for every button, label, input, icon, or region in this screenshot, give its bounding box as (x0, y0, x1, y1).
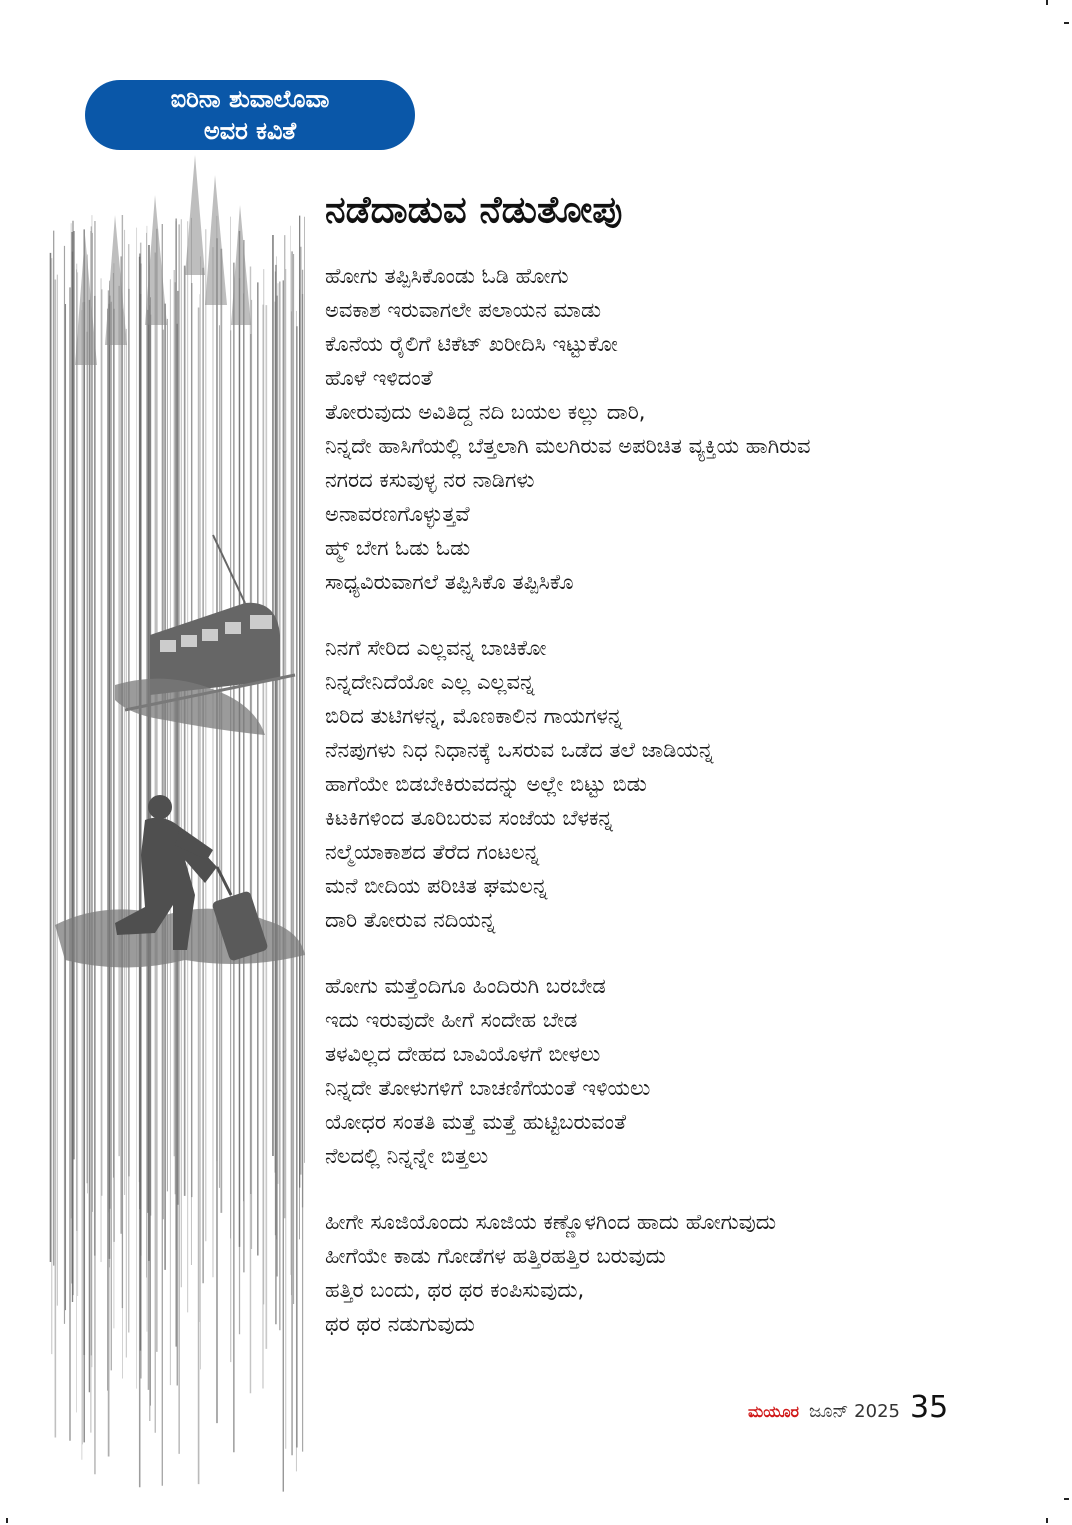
poem-line: ಮನೆ ಬೀದಿಯ ಪರಿಚಿತ ಘಮಲನ್ನ (325, 874, 548, 898)
issue-date: ಜೂನ್ 2025 (809, 1401, 900, 1422)
poem-line: ಇದು ಇರುವುದೇ ಹೀಗೆ ಸಂದೇಹ ಬೇಡ (325, 1008, 578, 1032)
poem-line: ಹೋಗು ತಪ್ಪಿಸಿಕೊಂಡು ಓಡಿ ಹೋಗು (325, 264, 569, 288)
poem-line: ತಳವಿಲ್ಲದ ದೇಹದ ಬಾವಿಯೊಳಗೆ ಬೀಳಲು (325, 1042, 601, 1066)
poem-line: ನೆಲದಲ್ಲಿ ನಿನ್ನನ್ನೇ ಬಿತ್ತಲು (325, 1144, 489, 1168)
poem-line: ನೆನಪುಗಳು ನಿಧ ನಿಧಾನಕ್ಕೆ ಒಸರುವ ಒಡೆದ ತಲೆ ಜಾಡಿಯನ್ನ (325, 738, 714, 762)
poem-line: ಹೊಳೆ ಇಳಿದಂತೆ (325, 366, 433, 390)
author-badge (85, 80, 415, 150)
poem-line: ಸಾಧ್ಯವಿರುವಾಗಲೆ ತಪ್ಪಿಸಿಕೊ ತಪ್ಪಿಸಿಕೊ (325, 570, 574, 594)
author-name: ಐರಿನಾ ಶುವಾಲೊವಾ (170, 85, 330, 113)
crop-mark (1046, 0, 1048, 5)
poem-line: ಅವಕಾಶ ಇರುವಾಗಲೇ ಪಲಾಯನ ಮಾಡು (325, 298, 601, 322)
crop-mark (1064, 1498, 1069, 1500)
crop-mark (1046, 1518, 1048, 1523)
poem-line: ಅನಾವರಣಗೊಳ್ಳುತ್ತವೆ (325, 502, 470, 526)
badge-subtitle: ಅವರ ಕವಿತೆ (203, 117, 297, 145)
poem-line: ನಿನ್ನದೇ ಹಾಸಿಗೆಯಲ್ಲಿ ಬೆತ್ತಲಾಗಿ ಮಲಗಿರುವ ಅಪರಿಚಿತ ವ್ಯಕ್ತಿಯ ಹಾಗಿರುವ (325, 434, 811, 458)
page-footer (748, 1390, 948, 1425)
poem-line: ಹ್ಮ್ ಬೇಗ ಓಡು ಓಡು (325, 536, 471, 560)
crop-mark (1064, 22, 1069, 24)
poem-line: ನಿನ್ನದೇನಿದೆಯೋ ಎಲ್ಲ ಎಲ್ಲವನ್ನ (325, 670, 535, 694)
poem-line: ನಿನ್ನದೇ ತೋಳುಗಳಿಗೆ ಬಾಚಣಿಗೆಯಂತೆ ಇಳಿಯಲು (325, 1076, 651, 1100)
poem-body (325, 259, 1025, 1373)
magazine-logo: ಮಯೂರ (748, 1402, 800, 1421)
poem-line: ದಾರಿ ತೋರುವ ನದಿಯನ್ನ (325, 908, 496, 932)
poem-line: ತೋರುವುದು ಅವಿತಿದ್ದ ನದಿ ಬಯಲ ಕಲ್ಲು ದಾರಿ, (325, 400, 646, 424)
poem-line: ಯೋಧರ ಸಂತತಿ ಮತ್ತೆ ಮತ್ತೆ ಹುಟ್ಟಿಬರುವಂತೆ (325, 1110, 627, 1134)
poem-line: ಹೋಗು ಮತ್ತೆಂದಿಗೂ ಹಿಂದಿರುಗಿ ಬರಬೇಡ (325, 974, 606, 998)
stanza (325, 259, 1025, 599)
poem-line: ಹೀಗೇ ಸೂಜಿಯೊಂದು ಸೂಜಿಯ ಕಣ್ಣೊಳಗಿಂದ ಹಾದು ಹೋಗುವುದು (325, 1210, 777, 1234)
poem-line: ನಿನಗೆ ಸೇರಿದ ಎಲ್ಲವನ್ನ ಬಾಚಿಕೋ (325, 636, 547, 660)
poem-line: ಬಿರಿದ ತುಟಿಗಳನ್ನ, ಮೊಣಕಾಲಿನ ಗಾಯಗಳನ್ನ (325, 704, 623, 728)
poem-line: ನಲ್ಮೆಯಾಕಾಶದ ತೆರೆದ ಗಂಟಲನ್ನ (325, 840, 540, 864)
stanza (325, 1205, 1025, 1341)
poem-line: ಹಾಗೆಯೇ ಬಿಡಬೇಕಿರುವದನ್ನು ಅಲ್ಲೇ ಬಿಟ್ಟು ಬಿಡು (325, 772, 647, 796)
poem-line: ನಗರದ ಕಸುವುಳ್ಳ ನರ ನಾಡಿಗಳು (325, 468, 535, 492)
poem-line: ಹತ್ತಿರ ಬಂದು, ಥರ ಥರ ಕಂಪಿಸುವುದು, (325, 1278, 585, 1302)
stanza (325, 969, 1025, 1173)
running-man-illustration (45, 155, 315, 1505)
page-number: 35 (909, 1390, 949, 1425)
stanza (325, 631, 1025, 937)
crop-mark (6, 1518, 8, 1523)
poem-title: ನಡೆದಾಡುವ ನೆಡುತೋಪು (325, 188, 623, 231)
poem-line: ಕೊನೆಯ ರೈಲಿಗೆ ಟಿಕೆಟ್ ಖರೀದಿಸಿ ಇಟ್ಟುಕೋ (325, 332, 618, 356)
poem-line: ಹೀಗೆಯೇ ಕಾಡು ಗೋಡೆಗಳ ಹತ್ತಿರಹತ್ತಿರ ಬರುವುದು (325, 1244, 666, 1268)
poem-line: ಕಿಟಕಿಗಳಿಂದ ತೂರಿಬರುವ ಸಂಜೆಯ ಬೆಳಕನ್ನ (325, 806, 613, 830)
poem-line: ಥರ ಥರ ನಡುಗುವುದು (325, 1312, 475, 1336)
